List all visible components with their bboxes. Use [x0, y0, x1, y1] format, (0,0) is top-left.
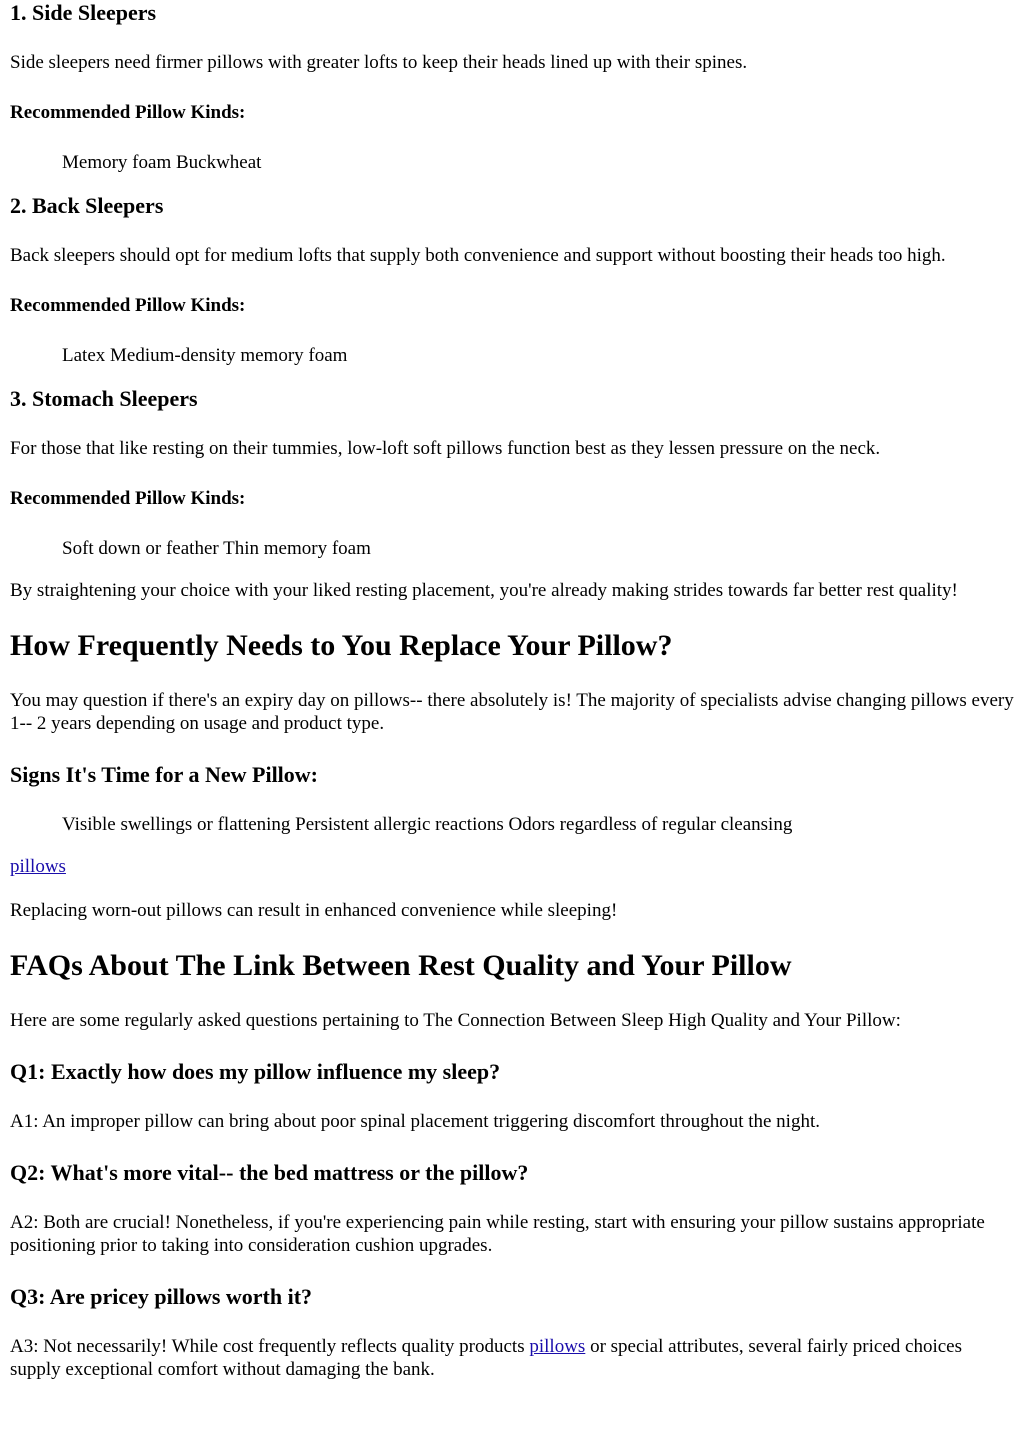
faq-a3	[10, 1335, 1014, 1381]
faq-a3-after: or special attributes, several fairly priced choices supply exceptional comfort without damaging the bank.	[10, 1336, 962, 1380]
faq-q3: Q3: Are pricey pillows worth it?	[10, 1284, 313, 1309]
closing-paragraph: By straightening your choice with your liked resting placement, you're already making strides towards far better rest quality!	[10, 580, 958, 601]
faq-heading: FAQs About The Link Between Rest Quality and Your Pillow	[10, 949, 792, 982]
faq-a3-before: A3: Not necessarily! While cost frequently reflects quality products	[10, 1336, 530, 1357]
stomach-sleepers-heading: 3. Stomach Sleepers	[10, 386, 198, 411]
signs-list: Visible swellings or flattening Persistent allergic reactions Odors regardless of regular cleansing	[62, 814, 793, 835]
stomach-sleepers-text: For those that like resting on their tummies, low-loft soft pillows function best as they lessen pressure on the neck.	[10, 438, 881, 459]
faq-a1: A1: An improper pillow can bring about poor spinal placement triggering discomfort throughout the night.	[10, 1111, 820, 1132]
stomach-rec-list: Soft down or feather Thin memory foam	[62, 538, 371, 559]
side-rec-label: Recommended Pillow Kinds:	[10, 102, 246, 123]
signs-heading: Signs It's Time for a New Pillow:	[10, 762, 319, 787]
pillows-inline-link[interactable]: pillows	[529, 1336, 586, 1357]
pillows-link-paragraph	[10, 855, 1014, 878]
replace-after-paragraph: Replacing worn-out pillows can result in enhanced convenience while sleeping!	[10, 900, 618, 921]
stomach-rec-label: Recommended Pillow Kinds:	[10, 488, 246, 509]
back-rec-list: Latex Medium-density memory foam	[62, 345, 348, 366]
back-sleepers-heading: 2. Back Sleepers	[10, 193, 164, 218]
replace-heading: How Frequently Needs to You Replace Your Pillow?	[10, 629, 673, 662]
faq-intro: Here are some regularly asked questions pertaining to The Connection Between Sleep High Quality and Your Pillow:	[10, 1010, 901, 1031]
back-sleepers-text: Back sleepers should opt for medium lofts that supply both convenience and support without boosting their heads too high.	[10, 245, 946, 266]
pillows-link[interactable]: pillows	[10, 856, 66, 877]
replace-paragraph: You may question if there's an expiry day on pillows-- there absolutely is! The majority of specialists advise changing pillows every 1-- 2 years depending on usage and product type.	[10, 690, 1014, 734]
side-sleepers-heading: 1. Side Sleepers	[10, 0, 157, 25]
faq-a2: A2: Both are crucial! Nonetheless, if you're experiencing pain while resting, start with ensuring your pillow sustains appropriate positioning prior to taking into consideration cushion upgrades.	[10, 1212, 985, 1256]
back-rec-label: Recommended Pillow Kinds:	[10, 295, 246, 316]
side-sleepers-text: Side sleepers need firmer pillows with greater lofts to keep their heads lined up with their spines.	[10, 52, 748, 73]
faq-q2: Q2: What's more vital-- the bed mattress or the pillow?	[10, 1160, 529, 1185]
faq-q1: Q1: Exactly how does my pillow influence my sleep?	[10, 1059, 501, 1084]
side-rec-list: Memory foam Buckwheat	[62, 152, 262, 173]
